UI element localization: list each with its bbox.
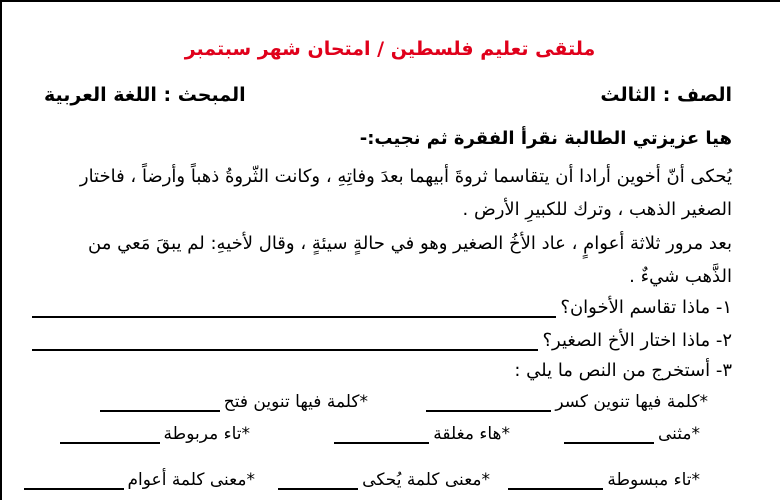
question-2: [32, 325, 732, 351]
extract-closed-ha-blank[interactable]: [334, 428, 429, 444]
question-2-text: ٢- ماذا اختار الأخ الصغير؟: [542, 330, 732, 351]
instruction-heading: هيا عزيزتي الطالبة نقرأ الفقرة ثم نجيب:-: [359, 128, 732, 149]
extract-muthanna-label: *مثنى: [657, 424, 700, 444]
extract-meaning-awam-blank[interactable]: [24, 474, 124, 490]
answer-line-1[interactable]: [32, 300, 556, 318]
extract-open-ta: [508, 470, 700, 490]
extract-tied-ta-label: *تاء مربوطة: [163, 424, 250, 444]
extract-meaning-yuhka: [278, 470, 490, 490]
extract-meaning-awam-label: *معنى كلمة أعوام: [127, 470, 255, 490]
page-border-top: [0, 0, 780, 2]
extract-meaning-yuhka-label: *معنى كلمة يُحكى: [362, 470, 490, 490]
extract-meaning-awam: [24, 470, 255, 490]
extract-fath-label: *كلمة فيها تنوين فتح: [223, 392, 368, 412]
extract-fath: [100, 392, 368, 412]
extract-muthanna-blank[interactable]: [564, 428, 654, 444]
answer-line-2[interactable]: [32, 333, 538, 351]
story-paragraph-1: يُحكى أنّ أخوين أرادا أن يتقاسما ثروةَ أبيهما بعدَ وفاتِهِ ، وكانت الثّروةُ ذهباً وأرضاً ، فاختار الصغير الذهب ، وترك للكبيرِ الأرض .: [79, 166, 732, 220]
page-title: ملتقى تعليم فلسطين / امتحان شهر سبتمبر: [184, 38, 596, 60]
extract-kasra-label: *كلمة فيها تنوين كسر: [555, 392, 708, 412]
question-1: [32, 292, 732, 318]
page-border-left: [0, 0, 2, 500]
subject-label: المبحث : اللغة العربية: [44, 84, 246, 106]
question-3-text: ٣- أستخرج من النص ما يلي :: [514, 360, 732, 381]
extract-fath-blank[interactable]: [100, 396, 220, 412]
extract-meaning-yuhka-blank[interactable]: [278, 474, 358, 490]
extract-open-ta-label: *تاء مبسوطة: [607, 470, 700, 490]
extract-closed-ha: [334, 424, 510, 444]
extract-muthanna: [564, 424, 700, 444]
question-1-text: ١- ماذا تقاسم الأخوان؟: [560, 297, 732, 318]
extract-tied-ta: [60, 424, 250, 444]
extract-kasra: [426, 392, 708, 412]
grade-label: الصف : الثالث: [600, 84, 732, 106]
extract-kasra-blank[interactable]: [426, 396, 551, 412]
extract-tied-ta-blank[interactable]: [60, 428, 160, 444]
extract-closed-ha-label: *هاء مغلقة: [433, 424, 510, 444]
extract-open-ta-blank[interactable]: [508, 474, 603, 490]
story-paragraph-2: بعد مرور ثلاثة أعوامٍ ، عاد الأخُ الصغير وهو في حالةٍ سيئةٍ ، وقال لأخيهِ: لم يبقَ مَعي من الذَّهب شيءٌ .: [88, 233, 732, 287]
